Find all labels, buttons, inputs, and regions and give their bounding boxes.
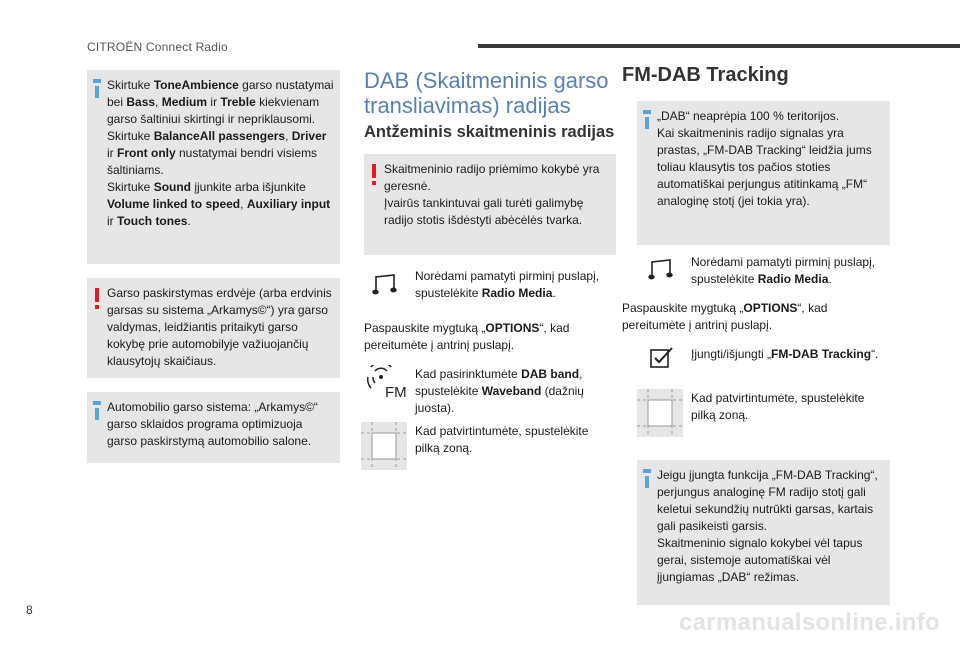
info-icon <box>645 117 649 129</box>
note-dab-coverage-text: „DAB“ neaprėpia 100 % teritorijos. Kai skaitmeninis radijo signalas yra prastas, „FM-DAB Tracking“ leidžia jums toliau klausytis tos pačios stoties automatiškai perjungus atitinkamą „FM“ analoginę stotį (jei tokia yra). <box>657 109 872 208</box>
gray-zone-icon <box>637 389 683 437</box>
note-fm-dab-tracking-text: Jeigu įjungta funkcija „FM-DAB Tracking“, perjungus analoginę FM radijo stotį gali keletui sekundžių nutrūkti garsas, kartais gali pasikeisti garsis. Skaitmeninio signalo kokybei vėl tapus gerai, sistemoje automatiškai vėl įjungiamas „DAB“ režimas. <box>657 468 878 584</box>
subsection-title-terrestrial: Antžeminis skaitmeninis radijas <box>364 123 615 141</box>
fm-step-options: Paspauskite mygtuką „OPTIONS“, kad pereitumėte į antrinį puslapį. <box>622 301 828 332</box>
note-box-dab-coverage <box>637 101 890 245</box>
fm-step-toggle: Įjungti/išjungti „FM-DAB Tracking“. <box>691 347 879 361</box>
page-number: 8 <box>26 603 33 617</box>
section-title-fm-dab: FM-DAB Tracking <box>622 64 789 86</box>
dab-step-waveband: Kad pasirinktumėte DAB band, spustelėkite Waveband (dažnių juosta). <box>415 367 584 415</box>
dab-step-options: Paspauskite mygtuką „OPTIONS“, kad pereitumėte į antrinį puslapį. <box>364 321 570 352</box>
note-box-tone <box>87 70 340 264</box>
note-box-fm-dab-tracking <box>637 460 890 605</box>
info-icon <box>95 408 99 420</box>
music-note-icon <box>372 272 398 296</box>
section-title-dab: DAB (Skaitmeninis garso transliavimas) radijas <box>364 68 609 118</box>
info-icon <box>645 476 649 488</box>
fm-step-confirm: Kad patvirtintumėte, spustelėkite pilką zoną. <box>691 391 865 422</box>
fm-icon-label: FM <box>385 384 407 401</box>
watermark: carmanualsonline.info <box>678 609 940 636</box>
gray-zone-icon <box>361 422 407 470</box>
music-note-icon <box>648 257 674 281</box>
note-box-arkamys <box>87 392 340 463</box>
dab-step-confirm: Kad patvirtintumėte, spustelėkite pilką zoną. <box>415 424 589 455</box>
header-bar <box>478 44 960 48</box>
warning-dab-text: Skaitmeninio radijo priėmimo kokybė yra geresnė. Įvairūs tankintuvai gali turėti galimybę radijo stotis išdėstyti abėcėlės tvarka. <box>384 162 600 227</box>
warning-spatial-text: Garso paskirstymas erdvėje (arba erdvinis garsas su sistema „Arkamys©“) yra garso valdymas, leidžiantis pritaikyti garso kokybę prie automobilyje važiuojančių klausytojų skaičiaus. <box>107 286 332 368</box>
warning-icon <box>372 164 376 178</box>
warning-icon <box>95 288 99 302</box>
fm-step-radio-media: Norėdami pamatyti pirminį puslapį, spustelėkite Radio Media. <box>691 255 876 286</box>
warning-box-spatial <box>87 278 340 378</box>
header-title: CITROËN Connect Radio <box>87 40 228 54</box>
note-tone-text: Skirtuke ToneAmbience garso nustatymai bei Bass, Medium ir Treble kiekvienam garso šaltiniui skirtingi ir nepriklausomi. Skirtuke BalanceAll passengers, Driver ir Front only nustatymai bendri visiems šaltiniams. Skirtuke Sound įjunkite arba išjunkite Volume linked to speed, Auxiliary input ir Touch tones. <box>107 78 334 228</box>
note-arkamys-text: Automobilio garso sistema: „Arkamys©“ garso sklaidos programa optimizuoja garso paskirstymą automobilio salone. <box>107 400 318 448</box>
checkbox-icon <box>649 346 675 370</box>
fm-waveband-icon <box>365 365 407 405</box>
dab-step-radio-media: Norėdami pamatyti pirminį puslapį, spustelėkite Radio Media. <box>415 269 600 300</box>
info-icon <box>95 86 99 98</box>
warning-box-dab <box>364 154 616 255</box>
